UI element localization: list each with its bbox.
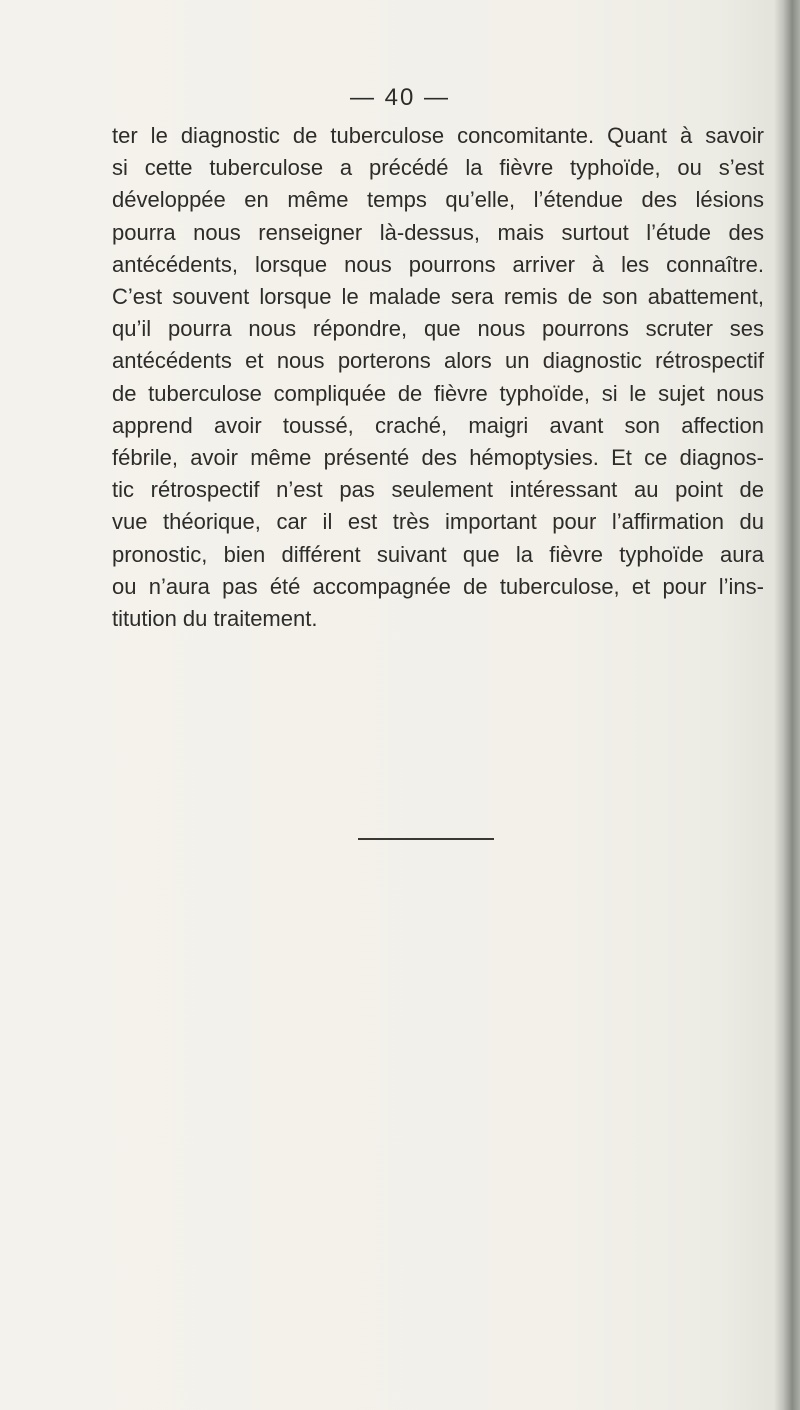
text-line: pourra nous renseigner là-dessus, mais surtout l’étude des: [112, 219, 764, 245]
text-line: tic rétrospectif n’est pas seulement intéressant au point de: [112, 477, 764, 503]
page-edge-shadow: [774, 0, 800, 1410]
text-line: antécédents et nous porterons alors un diagnostic rétrospectif: [112, 348, 764, 374]
text-line: si cette tuberculose a précédé la fièvre typhoïde, ou s’est: [112, 155, 764, 181]
text-line: de tuberculose compliquée de fièvre typhoïde, si le sujet nous: [112, 380, 764, 406]
text-line: vue théorique, car il est très important pour l’affirmation du: [112, 509, 764, 535]
text-line: ou n’aura pas été accompagnée de tuberculose, et pour l’ins-: [112, 573, 764, 599]
page-number-header: — 40 —: [349, 84, 451, 111]
text-line: développée en même temps qu’elle, l’étendue des lésions: [112, 187, 764, 213]
text-line: C’est souvent lorsque le malade sera remis de son abattement,: [112, 284, 764, 310]
text-line: pronostic, bien différent suivant que la fièvre typhoïde aura: [112, 541, 764, 567]
text-line: fébrile, avoir même présenté des hémoptysies. Et ce diagnos-: [112, 445, 764, 471]
text-line: antécédents, lorsque nous pourrons arriver à les connaître.: [112, 251, 764, 277]
text-line-last: titution du traitement.: [112, 606, 318, 632]
text-line: ter le diagnostic de tuberculose concomitante. Quant à savoir: [112, 123, 764, 148]
body-paragraph: [112, 120, 764, 635]
text-line: qu’il pourra nous répondre, que nous pourrons scruter ses: [112, 316, 764, 342]
text-line: apprend avoir toussé, craché, maigri avant son affection: [112, 412, 764, 438]
section-end-rule: [358, 838, 494, 840]
